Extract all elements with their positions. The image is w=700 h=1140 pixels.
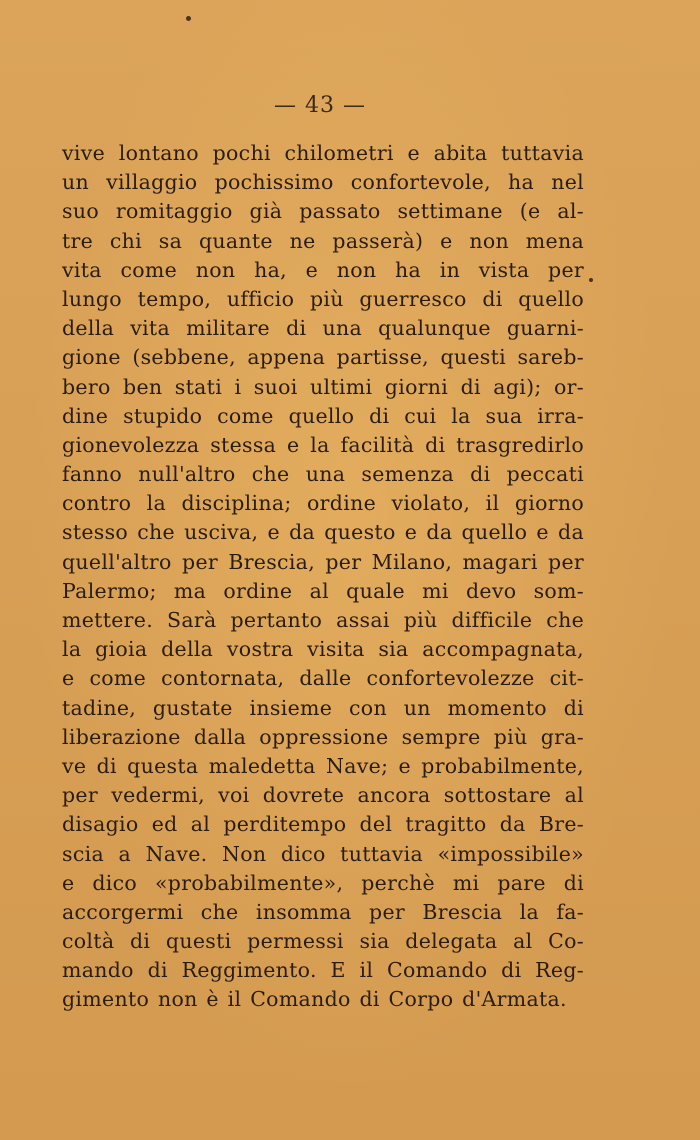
text-line: ve di questa maledetta Nave; e probabilmente, [62,753,584,778]
text-line: gionevolezza stessa e la facilità di trasgredirlo [62,432,584,457]
text-line: quell'altro per Brescia, per Milano, magari per [62,549,584,574]
text-line: vive lontano pochi chilometri e abita tuttavia [62,141,584,165]
text-line: la gioia della vostra visita sia accompagnata, [62,637,584,662]
text-line: un villaggio pochissimo confortevole, ha nel [62,170,584,195]
text-line: suo romitaggio già passato settimane (e al- [62,199,584,224]
text-line: accorgermi che insomma per Brescia la fa- [62,899,584,924]
text-line: mettere. Sarà pertanto assai più difficile che [62,608,584,632]
text-line: tadine, gustate insieme con un momento di [62,695,584,720]
text-line: disagio ed al perditempo del tragitto da Bre- [62,812,584,837]
text-line: e come contornata, dalle confortevolezze cit- [62,666,584,691]
text-line: Palermo; ma ordine al quale mi devo som- [62,578,584,603]
text-line: liberazione dalla oppressione sempre più gra- [62,724,584,749]
text-line: fanno null'altro che una semenza di peccati [62,462,584,487]
text-line: coltà di questi permessi sia delegata al Co- [62,929,584,954]
text-line: gione (sebbene, appena partisse, questi sareb- [62,345,584,370]
body-text [62,139,584,1015]
ink-speck [589,278,593,282]
text-line: vita come non ha, e non ha in vista per [62,257,584,282]
text-line: stesso che usciva, e da questo e da quello e da [62,520,584,545]
text-line: mando di Reggimento. E il Comando di Reg- [62,958,584,983]
text-line: bero ben stati i suoi ultimi giorni di agi); or- [62,374,584,399]
text-line: lungo tempo, ufficio più guerresco di quello [62,286,584,311]
ink-speck [186,16,191,21]
text-line: contro la disciplina; ordine violato, il giorno [62,491,584,516]
text-line: dine stupido come quello di cui la sua irra- [62,403,584,428]
text-line: e dico «probabilmente», perchè mi pare di [62,870,584,895]
page-number: — 43 — [274,93,366,118]
text-line: scia a Nave. Non dico tuttavia «impossibile» [62,841,584,866]
text-line: per vedermi, voi dovrete ancora sottostare al [62,783,584,808]
text-line: tre chi sa quante ne passerà) e non mena [62,228,584,253]
text-line: della vita militare di una qualunque guarni- [62,316,584,341]
text-line: gimento non è il Comando di Corpo d'Armata. [62,987,567,1012]
